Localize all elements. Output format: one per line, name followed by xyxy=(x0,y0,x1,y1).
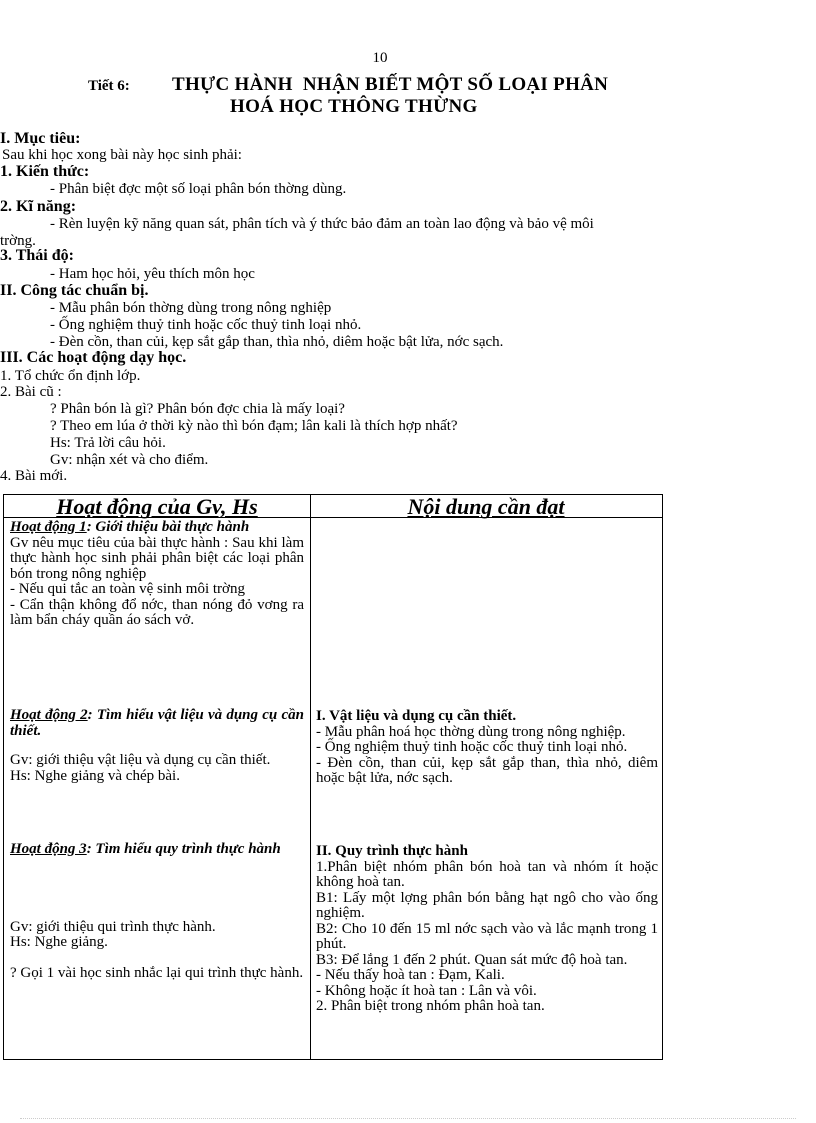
procedure-step: - Nếu thấy hoà tan : Đạm, Kali. xyxy=(316,967,505,983)
procedure-step: 2. Phân biệt trong nhóm phân hoà tan. xyxy=(316,998,545,1014)
header-content: Nội dung cần đạt xyxy=(407,494,565,519)
organize-class: 1. Tổ chức ổn định lớp. xyxy=(0,368,141,384)
review-question: ? Phân bón là gì? Phân bón đợc chia là mấy loại? xyxy=(50,401,345,417)
knowledge-heading: 1. Kiến thức: xyxy=(0,163,90,180)
activity-1-title: Hoạt động 1: Giới thiệu bài thực hành xyxy=(10,519,250,535)
attitude-heading: 3. Thái độ: xyxy=(0,247,74,264)
preparation-heading: II. Công tác chuẩn bị. xyxy=(0,282,149,299)
activity-2-title: Hoạt động 2: Tìm hiểu vật liệu và dụng cụ cần thiết. xyxy=(10,707,304,739)
procedure-step: B3: Để lắng 1 đến 2 phút. Quan sát mức độ hoà tan. xyxy=(316,951,628,968)
activity-3-student: Hs: Nghe giảng. xyxy=(10,934,108,950)
teacher-grading: Gv: nhận xét và cho điểm. xyxy=(50,452,209,468)
new-lesson-label: 4. Bài mới. xyxy=(0,468,68,484)
review-question: ? Theo em lúa ở thời kỳ nào thì bón đạm; lân kali là thích hợp nhất? xyxy=(50,418,458,434)
activity-1-cell xyxy=(10,520,304,629)
procedure-heading: II. Quy trình thực hành xyxy=(316,843,468,859)
materials-heading: I. Vật liệu và dụng cụ cần thiết. xyxy=(316,708,517,724)
activity-2-teacher: Gv: giới thiệu vật liệu và dụng cụ cần thiết. xyxy=(10,752,271,768)
objectives-heading: I. Mục tiêu: xyxy=(0,130,81,147)
skills-text: - Rèn luyện kỹ năng quan sát, phân tích và ý thức bảo đảm an toàn lao động và bảo vệ môi xyxy=(50,216,594,232)
activity-table xyxy=(3,494,663,1060)
activity-1-safety: - Nếu qui tắc an toàn vệ sinh môi trờng xyxy=(10,581,245,597)
header-activities: Hoạt động của Gv, Hs xyxy=(56,494,258,519)
materials-cell xyxy=(316,709,658,787)
page-number: 10 xyxy=(372,50,388,66)
activities-heading: III. Các hoạt động dạy học. xyxy=(0,349,187,366)
preparation-item: - Mẫu phân bón thờng dùng trong nông nghiệp xyxy=(50,300,332,316)
attitude-text: - Ham học hỏi, yêu thích môn học xyxy=(50,266,255,282)
title-practice: THỰC HÀNH xyxy=(172,74,293,95)
objectives-intro: Sau khi học xong bài này học sinh phải: xyxy=(2,147,242,163)
procedure-cell xyxy=(316,844,658,1015)
skills-text-cont: trờng. xyxy=(0,233,36,249)
materials-item: - Đèn cồn, than củi, kẹp sắt gắp than, thìa nhỏ, diêm hoặc bật lửa, nớc sạch. xyxy=(316,754,658,786)
activity-3-title: Hoạt động 3: Tìm hiểu quy trình thực hành xyxy=(10,841,281,857)
procedure-step: B2: Cho 10 đến 15 ml nớc sạch vào và lắc mạnh trong 1 phút. xyxy=(316,920,658,952)
column-divider xyxy=(310,495,311,1059)
skills-heading: 2. Kĩ năng: xyxy=(0,198,77,215)
activity-3-cell xyxy=(10,842,304,981)
lesson-title-line2: HOÁ HỌC THÔNG THỪNG xyxy=(230,96,478,117)
activity-1-body: Gv nêu mục tiêu của bài thực hành : Sau khi làm thực hành học sinh phải phân biệt các loại phân bón trong nông nghiệp xyxy=(10,534,304,582)
lesson-label: Tiết 6: xyxy=(88,78,130,94)
old-lesson-label: 2. Bài cũ : xyxy=(0,384,62,400)
procedure-step: 1.Phân biệt nhóm phân bón hoà tan và nhóm ít hoặc không hoà tan. xyxy=(316,858,658,890)
lesson-title-line1 xyxy=(172,74,608,96)
activity-3-teacher: Gv: giới thiệu qui trình thực hành. xyxy=(10,918,216,935)
page-footer-rule xyxy=(20,1118,796,1119)
student-answer: Hs: Trả lời câu hỏi. xyxy=(50,435,166,451)
materials-item: - Mẫu phân hoá học thờng dùng trong nông nghiệp. xyxy=(316,723,626,740)
procedure-step: B1: Lấy một lợng phân bón bằng hạt ngô cho vào ống nghiệm. xyxy=(316,889,658,921)
preparation-item: - Ống nghiệm thuỷ tinh hoặc cốc thuỷ tinh loại nhỏ. xyxy=(50,317,362,333)
activity-2-cell xyxy=(10,708,304,784)
title-topic: NHẬN BIẾT MỘT SỐ LOẠI PHÂN xyxy=(302,74,609,95)
preparation-item: - Đèn cồn, than củi, kẹp sắt gắp than, thìa nhỏ, diêm hoặc bật lửa, nớc sạch. xyxy=(50,334,504,350)
materials-item: - Ống nghiệm thuỷ tinh hoặc cốc thuỷ tinh loại nhỏ. xyxy=(316,739,628,755)
procedure-step: - Không hoặc ít hoà tan : Lân và vôi. xyxy=(316,982,537,999)
knowledge-text: - Phân biệt đợc một số loại phân bón thờng dùng. xyxy=(50,181,347,197)
activity-2-student: Hs: Nghe giảng và chép bài. xyxy=(10,767,180,784)
activity-1-caution: - Cẩn thận không đổ nớc, than nóng đỏ vơng ra làm bẩn cháy quần áo sách vở. xyxy=(10,596,304,628)
activity-3-question: ? Gọi 1 vài học sinh nhắc lại qui trình thực hành. xyxy=(10,964,304,981)
